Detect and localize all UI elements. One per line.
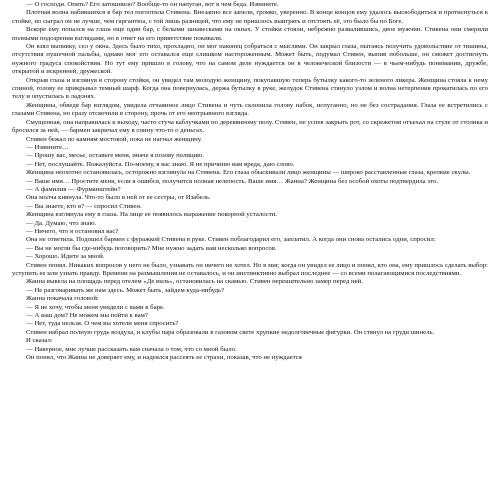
paragraph: Жанна покачала головой: — [26, 295, 99, 303]
paragraph: Жанна вывела на площадь перед отелем «Де виль», остановилась на скамью. Стивен нерешительно замер перед ней. — [26, 278, 363, 286]
paragraph: Смущенная, она направилась к выходу, часто стуча каблучками по деревянному полу. Стивен, не успев закрыть рот, со скрежетом отъехал на стуле от столика и бросился за ней, — бармен закричал ему в спину что-то о деньгах. — [12, 118, 488, 135]
dialogue-line: — Наверное, мне лучше рассказать вам сначала о том, что со мной было. — [26, 345, 237, 353]
paragraph: Вскоре ему попался на глаза еще один бар, с белыми занавесками на окнах. У стойки стояли, небрежно развалившись, двое мужчин. Стивена они смерили полными подозрения взглядами, но в ответ на его приветствие покивали. — [12, 26, 488, 42]
paragraph: Она не ответила. Подошел бармен с фуражкой Стивена в руке. Стивен поблагодарил его, заплатил. А когда они снова остались одни, спросил: — [26, 236, 436, 244]
dialogue-line: — Ничего, что я остановил вас? — [26, 227, 119, 235]
dialogue-line: — Прошу вас, месье, оставьте меня, иначе я позову полицию. — [26, 152, 204, 160]
dialogue-line: — Я не хочу, чтобы меня увидели с вами в баре. — [26, 303, 165, 311]
paragraph: Плотная волна набившихся в бар тел поглотила Стивена. Внезапно все запели, громко, уверенно. В конце концов ему удалось высвободиться и протиснуться к стойке, но сыграл он не лучше, чем гаргантюа, с той лишь разницей, что ему не пришлось выиграть и отстоять её, это было бы по Боге. — [12, 9, 488, 25]
dialogue-line: — Ваше имя… Простите меня, если я ошибся, получится полная нелепость. Ваше имя… Жанна? Женщина без особой охоты подтвердила это. — [26, 177, 439, 185]
dialogue-line: — Извините… — [26, 143, 69, 151]
paragraph: И сказал: — [26, 337, 53, 345]
dialogue-line: — Не разговаривать же нам здесь. Может быть, зайдем куда-нибудь? — [26, 286, 225, 294]
dialogue-line: — Хорошо. Идите за мной. — [26, 253, 105, 261]
dialogue-line: — Вы не могли бы где-нибудь поговорить? Мне нужно задать вам несколько вопросов. — [26, 244, 277, 252]
paragraph: Он взял выпивку, сел у окна. Здесь было тихо, прохладно, он мог наконец собраться с мыслями. Он закрыл глаза, пытаясь получить удовольствие от тишины, отсутствия пушечной пальбы, однако мог его оставался еще слишком настороженным. Может быть, подумал Стивен, выпив побольше, он сможет достигнуть нужного градуса спокойствия. Но тут ему пришло в голову, что на самом деле нуждается он в человеческой близости — в чьем-нибудь понимании, дружбе, открытой и искренней, дружеской. — [12, 43, 488, 76]
paragraph: Открыв глаза и взглянув в сторону стойки, он увидел там молодую женщину, покупавшую теперь бутылку какого-то зеленого ликера. Женщина стояла к нему спиной, голову ее прикрывал темный шарф. Когда она повернулась, держа бутылку в руке, желудок Стивена стянуло узлом и волна нетерпения прокатилась по его телу и опустилась в ладонях. — [12, 76, 488, 101]
dialogue-line: — Нет, туда нельзя. О чем вы хотели меня спросить? — [26, 320, 179, 328]
paragraph: Она молча кивнула. Что-то было в ней от ее сестры, от Изабель. — [26, 194, 211, 202]
paragraph: Женщина неохотно остановилась, осторожно взглянула на Стивена. Его глаза обыскивали лицо женщины — широко расставленные глаза, крепкие скулы. — [26, 169, 471, 177]
paragraph: Стивен понял. Никаких вопросов у него не было, узнавать он ничего не хотел. Но в миг, когда он увидел ее лицо и понял, кто она, ему пришлось сделать выбор: уступить ее или узнать правду. Времени на размышления не оставалось, и он инстинктивно выбрал последнее — со всеми полагающимися последствиями. — [12, 261, 488, 277]
paragraph: Он понял, что Жанна не доверяет ему, и надеялся рассеять ее страхи, показав, что не нуждается — [26, 354, 302, 362]
dialogue-line: — А фамилия — Фурманштейн? — [26, 185, 121, 193]
dialogue-line: — А ваш дом? Не можем мы пойти к вам? — [26, 312, 148, 320]
dialogue-line: — Вы знаете, кто я? — спросил Стивен. — [26, 202, 142, 210]
paragraph: Женщина взглянула ему в глаза. На лице ее появилось выражение покорной усталости. — [26, 211, 278, 219]
paragraph: Женщины, обведя бар взглядом, увидела отчаянное лицо Стивена и чуть склонила голову набок, испуганно, но не без сострадания. Глаза ее встретились с глазами Стивена, но сразу отскочили в сторону, прочь от его неотрывного взгляда. — [12, 101, 488, 118]
paragraph: Стивен набрал полную грудь воздуха, и клубы пара образовали в газовом свете хрупкие недолговечные фигурки. Он стянул на груди шинель. — [26, 328, 435, 336]
paragraph: — О господи. Опять? Его затошнило? Вообще-то он напуган, вот в чем беда. Извините. — [26, 1, 279, 8]
dialogue-line: — Да. Думаю, что знаю. — [26, 219, 97, 227]
paragraph: Стивен бежал по камням мостовой, пока не нагнал женщину. — [26, 135, 203, 143]
dialogue-line: — Нет, послушайте. Пожалуйста. По-моему, я вас знаю. Я не причиню вам вреда, даю слово. — [26, 160, 295, 168]
